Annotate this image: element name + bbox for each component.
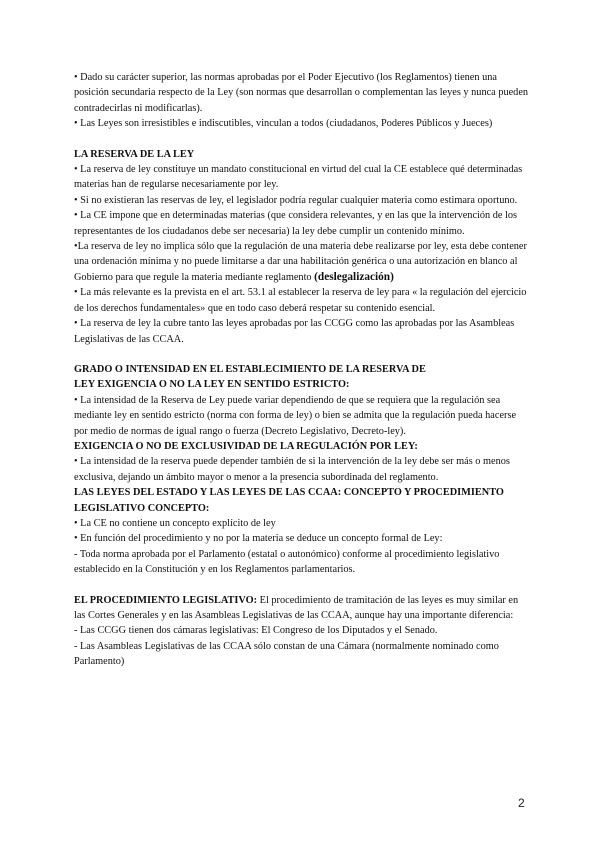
heading-leyes-estado-ccaa: LAS LEYES DEL ESTADO Y LAS LEYES DE LAS CCAA: CONCEPTO Y PROCEDIMIENTO (74, 487, 504, 499)
spacer (74, 132, 532, 147)
paragraph-concepto-explicito: • La CE no contiene un concepto explícito de ley (74, 517, 276, 529)
paragraph-art-53: • La más relevante es la prevista en el art. 53.1 al establecer la reserva de ley para « la regulación del ejercicio de los derechos fundamentales» que en todo caso deberá respetar su contenido esencial. (74, 287, 527, 314)
paragraph-norma-parlamento: - Toda norma aprobada por el Parlamento (estatal o autonómico) conforme al procedimiento legislativo establecido en la Constitución y en los Reglamentos parlamentarios. (74, 548, 500, 576)
paragraph-intensidad-reserva: • La intensidad de la Reserva de Ley puede variar dependiendo de que se requiera que la regulación sea mediante ley en sentido estricto (norma con forma de ley) o bien se admita que la regulación pueda hacerse por medio de normas de igual rango o fuerza (Decreto Legislativo, Decreto-ley). (74, 394, 517, 437)
paragraph-reserva-contenido-minimo: • La CE impone que en determinadas materias (que considera relevantes, y en las que la intervención de los representantes de los ciudadanos debe ser necesaria) la ley debe cumplir un contenido mínimo. (74, 210, 518, 237)
paragraph-reserva-ordenacion (74, 239, 532, 285)
heading-grado-intensidad: GRADO O INTENSIDAD EN EL ESTABLECIMIENTO DE LA RESERVA DE (74, 363, 426, 375)
page-number: 2 (518, 796, 525, 810)
paragraph-ccgg-camaras: - Las CCGG tienen dos cámaras legislativas: El Congreso de los Diputados y el Senado. (74, 625, 438, 637)
heading-exclusividad: EXIGENCIA O NO DE EXCLUSIVIDAD DE LA REGULACIÓN POR LEY: (74, 440, 418, 452)
paragraph-reserva-mandato: • La reserva de ley constituye un mandato constitucional en virtud del cual la CE establece qué determinadas materias han de regularse necesariamente por ley. (74, 164, 523, 191)
paragraph-reserva-ccgg-ccaa: • La reserva de ley la cubre tanto las leyes aprobadas por las CCGG como las aprobadas por las Asambleas Legislativas de las CCAA. (74, 318, 515, 345)
paragraph-poder-ejecutivo: • Dado su carácter superior, las normas aprobadas por el Poder Ejecutivo (los Reglamentos) tienen una posición secundaria respecto de la Ley (son normas que desarrollan o complementan las leyes y nunca pueden contradecirlas ni modificarlas). (74, 72, 529, 114)
paragraph-concepto-formal: • En función del procedimiento y no por la materia se deduce un concepto formal de Ley: (74, 533, 443, 545)
paragraph-intensidad-exclusiva: • La intensidad de la reserva puede depender también de si la intervención de la ley debe ser más o menos exclusiva, dejando un ámbito mayor o menor a la presencia subordinada del reglamento. (74, 456, 510, 483)
term-deslegalizacion: (deslegalización) (314, 270, 394, 283)
paragraph-reserva-no-existieran: • Si no existieran las reservas de ley, el legislador podría regular cualquier materia como estimara oportuno. (74, 194, 518, 206)
spacer (74, 578, 532, 593)
paragraph-leyes-irresistibles: • Las Leyes son irresistibles e indiscutibles, vinculan a todos (ciudadanos, Poderes Públicos y Jueces) (74, 118, 493, 130)
paragraph-reserva-ordenacion-text: •La reserva de ley no implica sólo que la regulación de una materia debe realizarse por ley, esta debe contener una ordenación mínima y no puede limitarse a dar una habilitación genérica o una autorización en blanco al Gobierno para que regule la materia mediante reglamento (74, 241, 527, 283)
paragraph-procedimiento-intro: El procedimiento de tramitación de las leyes es muy similar en las Cortes Generales y en las Asambleas Legislativas de las CCAA, aunque hay una importante diferencia: (74, 594, 519, 621)
heading-procedimiento-legislativo: EL PROCEDIMIENTO LEGISLATIVO: (74, 594, 258, 606)
document-body (74, 70, 532, 670)
paragraph-asambleas-camara: - Las Asambleas Legislativas de las CCAA sólo constan de una Cámara (normalmente nominado como Parlamento) (74, 640, 499, 668)
heading-legislativo-concepto: LEGISLATIVO CONCEPTO: (74, 502, 210, 514)
spacer (74, 347, 532, 362)
heading-ley-sentido-estricto: LEY EXIGENCIA O NO LA LEY EN SENTIDO ESTRICTO: (74, 379, 350, 391)
heading-reserva-de-ley: LA RESERVA DE LA LEY (74, 148, 195, 160)
paragraph-procedimiento-legislativo (74, 593, 532, 624)
